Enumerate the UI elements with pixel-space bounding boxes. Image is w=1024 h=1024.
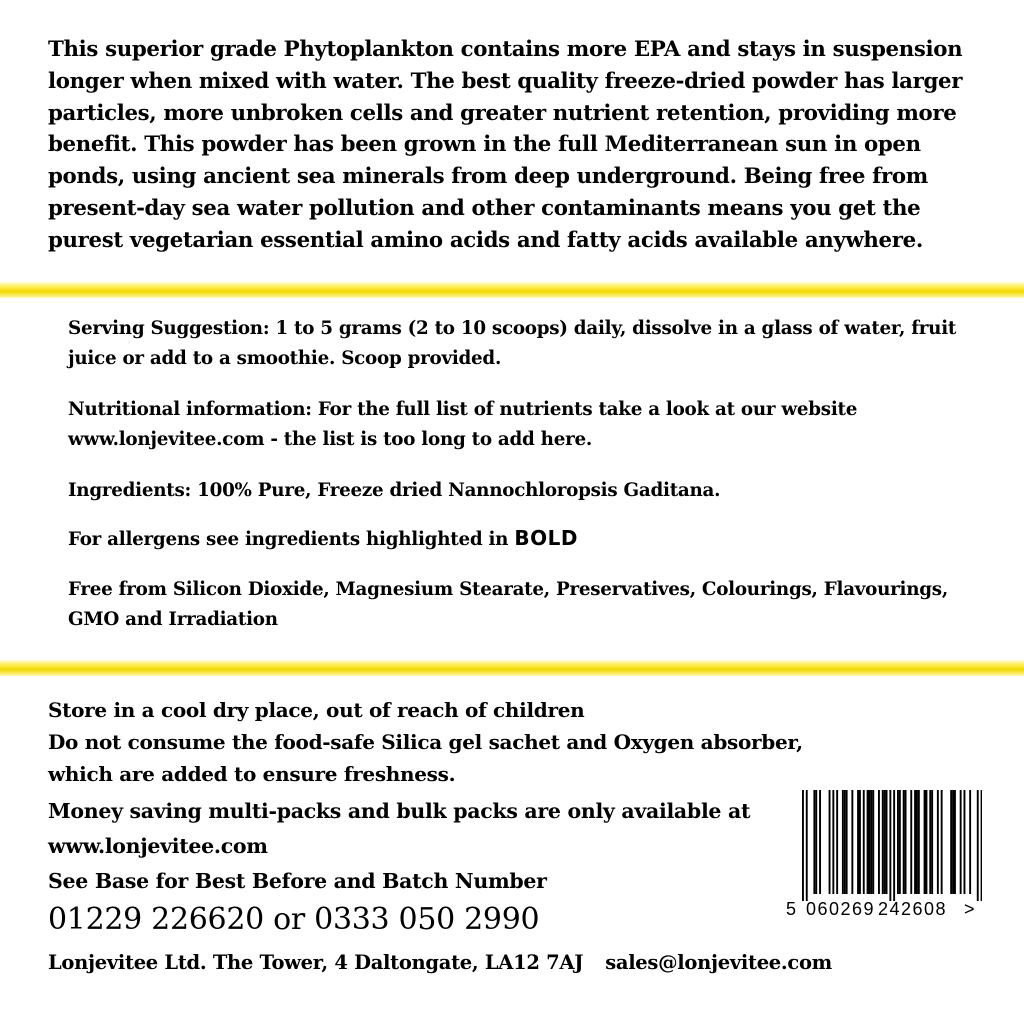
barcode-bar xyxy=(950,790,952,894)
allergens-text: For allergens see ingredients highlighted in xyxy=(68,529,509,550)
company-address-line xyxy=(48,947,1008,979)
barcode-bar xyxy=(806,790,808,901)
barcode-bar xyxy=(846,790,848,894)
barcode-bar xyxy=(878,790,880,894)
company-email: sales@lonjevitee.com xyxy=(605,951,833,974)
barcode-right-group: 242608 xyxy=(878,899,948,919)
barcode-bar xyxy=(857,790,859,894)
barcode-bar xyxy=(869,790,871,894)
barcode-bar xyxy=(851,790,853,894)
barcode-bar xyxy=(952,790,954,894)
ingredients: Ingredients: 100% Pure, Freeze dried Nannochloropsis Gaditana. xyxy=(68,480,721,501)
barcode-bar xyxy=(914,790,916,894)
storage-line-2: Do not consume the food-safe Silica gel sachet and Oxygen absorber, which are added to ensure freshness. xyxy=(48,730,803,786)
barcode-bar xyxy=(981,790,982,901)
barcode-bar xyxy=(905,790,907,894)
barcode-bar xyxy=(918,790,920,894)
barcode-bar xyxy=(813,790,815,894)
barcode-bar xyxy=(815,790,817,894)
storage-line-1: Store in a cool dry place, out of reach of children xyxy=(48,698,585,722)
barcode-bar xyxy=(931,790,933,894)
barcode-bar xyxy=(859,790,861,894)
barcode-bar xyxy=(867,790,869,894)
product-description: This superior grade Phytoplankton contains more EPA and stays in suspension longer when mixed with water. The best quality freeze-dried powder has larger particles, more unbroken cells and greater nutrient retention, providing more benefit. This powder has been grown in the full Mediterranean sun in open ponds, using ancient sea minerals from deep underground. Being free from present-day sea water pollution and other contaminants means you get the purest vegetarian essential amino acids and fatty acids available anywhere. xyxy=(48,37,963,253)
barcode-bar xyxy=(802,790,804,901)
barcode-bar xyxy=(929,790,931,894)
best-before-note: See Base for Best Before and Batch Number xyxy=(48,869,547,893)
yellow-divider-bottom xyxy=(0,660,1024,676)
barcode-bar xyxy=(926,790,928,894)
barcode-bar xyxy=(954,790,956,894)
barcode-bar xyxy=(903,790,905,894)
barcode-bar xyxy=(819,790,821,894)
barcode-bar xyxy=(872,790,874,894)
barcode-lead-digit: 5 xyxy=(786,899,797,919)
barcode-bar xyxy=(836,790,838,894)
barcode-bar xyxy=(832,790,834,894)
barcode-bar xyxy=(924,790,926,894)
nutritional-information: Nutritional information: For the full list of nutrients take a look at our website www.lonjevitee.com - the list is too long to add here. xyxy=(68,399,858,450)
barcode-bar xyxy=(829,790,831,894)
barcode-bar xyxy=(882,790,884,894)
barcode-bar xyxy=(960,790,962,894)
multipack-note: Money saving multi-packs and bulk packs are only available at www.lonjevitee.com xyxy=(48,799,751,858)
barcode-bar xyxy=(977,790,979,901)
barcode-bar xyxy=(893,790,895,901)
barcode-bar xyxy=(964,790,966,894)
promo-info xyxy=(48,794,788,899)
barcode-bar xyxy=(842,790,844,894)
allergens-note xyxy=(68,524,968,555)
barcode-bar xyxy=(889,790,891,901)
barcode-bar xyxy=(969,790,971,894)
barcode-bar xyxy=(897,790,899,894)
storage-instructions xyxy=(48,694,808,790)
barcode-bar xyxy=(916,790,918,894)
barcode-bar xyxy=(899,790,901,894)
barcode-left-group: 060269 xyxy=(806,899,876,919)
yellow-divider-top xyxy=(0,282,1024,298)
barcode-quiet-mark: > xyxy=(964,899,975,919)
barcode-bar xyxy=(886,790,888,894)
barcode-bar xyxy=(941,790,943,894)
barcode-bar xyxy=(863,790,865,894)
free-from-list: Free from Silicon Dioxide, Magnesium Stearate, Preservatives, Colourings, Flavourings, GMO and Irradiation xyxy=(68,579,948,630)
phone-numbers: 01229 226620 or 0333 050 2990 xyxy=(48,902,540,937)
barcode-bar xyxy=(884,790,886,894)
company-address: Lonjevitee Ltd. The Tower, 4 Daltongate, LA12 7AJ xyxy=(48,951,584,974)
barcode xyxy=(782,786,982,926)
barcode-bar xyxy=(937,790,939,894)
barcode-bars xyxy=(782,786,982,901)
barcode-bar xyxy=(910,790,912,894)
barcode-bar xyxy=(870,790,872,894)
barcode-bar xyxy=(844,790,846,894)
serving-suggestion: Serving Suggestion: 1 to 5 grams (2 to 10 scoops) daily, dissolve in a glass of water, fruit juice or add to a smoothie. Scoop provided. xyxy=(68,318,957,369)
allergens-bold-word: BOLD xyxy=(514,526,578,550)
